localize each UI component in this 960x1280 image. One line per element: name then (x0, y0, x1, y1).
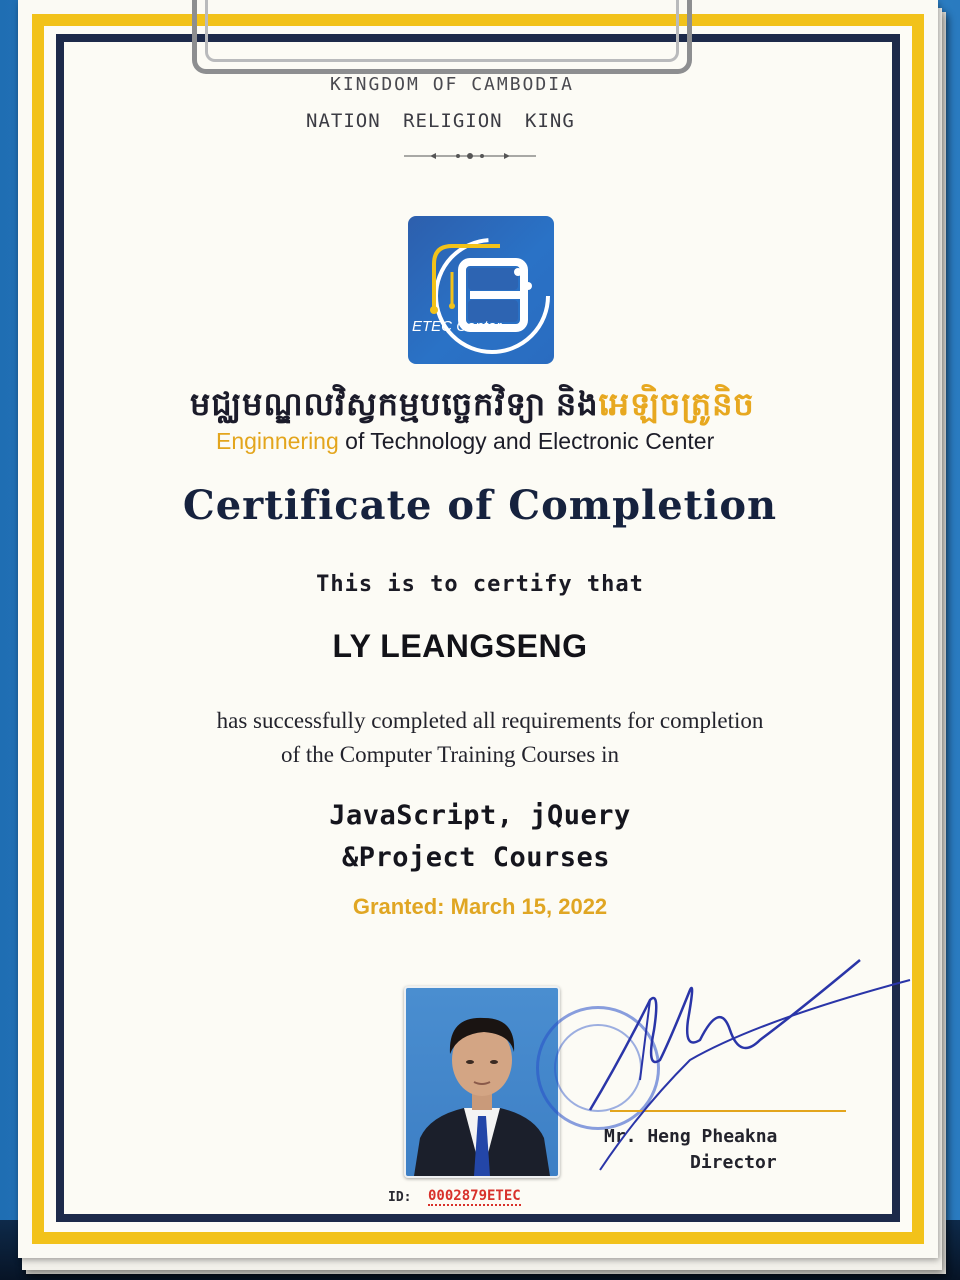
logo-name-b: Center (456, 318, 502, 335)
granted-date: Granted: March 15, 2022 (352, 894, 608, 919)
body-line-1: has successfully completed all requirements for completion (216, 708, 764, 733)
kingdom-line: KINGDOM OF CAMBODIA (330, 74, 574, 95)
institution-name-b: of Technology and Electronic Center (338, 428, 715, 454)
institution-name-a: Enginnering (216, 428, 339, 454)
director-title: Director (690, 1152, 777, 1173)
course-line-2: &Project Courses (341, 842, 611, 873)
id-label: ID: (388, 1190, 412, 1205)
director-name: Mr. Heng Pheakna (604, 1126, 778, 1147)
logo-name-a: ETEC (412, 318, 453, 335)
certificate-title: Certificate of Completion (182, 482, 778, 529)
body-line-2: of the Computer Training Courses in (281, 742, 619, 767)
khmer-name-b: អេឡិចត្រូនិច (598, 386, 755, 422)
course-line-1: JavaScript, jQuery (329, 800, 631, 831)
id-value: 0002879ETEC (428, 1188, 521, 1204)
khmer-name-a: មជ្ឈមណ្ឌលវិស្វកម្មបច្ចេកវិទ្យា និង (190, 386, 599, 422)
certify-line: This is to certify that (316, 572, 644, 597)
recipient-name: LY LEANGSENG (332, 628, 588, 664)
motto-line: NATION RELIGION KING (306, 110, 575, 132)
